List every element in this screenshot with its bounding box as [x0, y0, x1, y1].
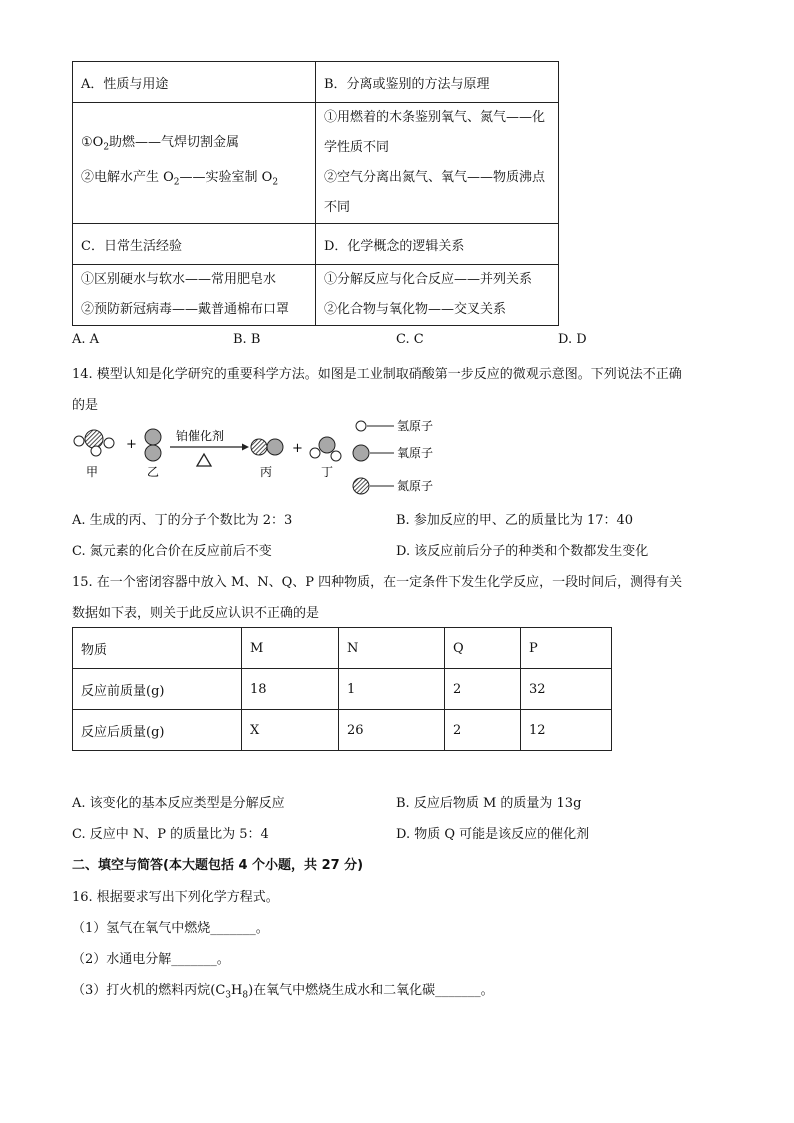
legend-hydrogen [356, 419, 433, 433]
q14-stem-line2: 的是 [72, 398, 99, 413]
cell-c-header: C．日常生活经验 [73, 224, 316, 265]
q13-option-c[interactable]: C. C [396, 332, 424, 347]
table-cell: 12 [521, 710, 612, 751]
q13-table [72, 61, 559, 326]
label-yi: 乙 [147, 465, 160, 479]
label-ding: 丁 [321, 465, 334, 479]
q16-item-3[interactable]: （3）打火机的燃料丙烷$(C_3H_8)$在氧气中燃烧生成水和二氧化碳_______。 [72, 983, 494, 1001]
table-cell: 18 [242, 669, 339, 710]
cell-a-body [73, 103, 316, 224]
legend-nitrogen [353, 478, 433, 494]
cell-c-body [73, 265, 316, 326]
a-line2: ②电解水产生 $O_2——$实验室制 $O_2$ [81, 170, 279, 188]
table-cell: 1 [339, 669, 445, 710]
c-line2: ②预防新冠病毒——戴普通棉布口罩 [81, 302, 290, 317]
table-cell: 26 [339, 710, 445, 751]
reaction-diagram [66, 414, 466, 496]
b-line1: ①用燃着的木条鉴别氧气、氮气——化学性质不同 [324, 110, 546, 155]
cell-b-body [316, 103, 559, 224]
cell-d-body [316, 265, 559, 326]
catalyst-label: 铂催化剂 [176, 429, 225, 443]
table-cell: 反应后质量(g) [73, 710, 242, 751]
table-cell: 物质 [73, 628, 242, 669]
table-header-row [73, 628, 612, 669]
plus-sign-1: + [126, 437, 137, 452]
table-cell: 32 [521, 669, 612, 710]
b-line2: ②空气分离出氮气、氧气——物质沸点不同 [324, 170, 546, 215]
a-line1: $①O_2$助燃——气焊切割金属 [81, 135, 240, 153]
table-cell: X [242, 710, 339, 751]
svg-text:氮原子: 氮原子 [397, 479, 434, 493]
q13-option-d[interactable]: D. D [558, 332, 587, 347]
q15-option-c[interactable]: C. 反应中 N、P 的质量比为 5：4 [72, 827, 269, 842]
d-line2: ②化合物与氧化物——交叉关系 [324, 302, 507, 317]
q14-option-c[interactable]: C. 氮元素的化合价在反应前后不变 [72, 544, 272, 559]
q15-table [72, 627, 612, 751]
legend-oxygen [353, 445, 433, 461]
molecule-bing [251, 439, 283, 455]
q13-option-b[interactable]: B. B [233, 332, 261, 347]
label-bing: 丙 [260, 465, 273, 479]
q15-option-b[interactable]: B. 反应后物质 M 的质量为 13g [396, 796, 582, 811]
q14-stem-line1: 14. 模型认知是化学研究的重要科学方法。如图是工业制取硝酸第一步反应的微观示意图。下列说法不正确 [72, 367, 682, 382]
table-cell: Q [445, 628, 521, 669]
cell-b-header: B．分离或鉴别的方法与原理 [316, 62, 559, 103]
q14-option-b[interactable]: B. 参加反应的甲、乙的质量比为 17：40 [396, 513, 634, 528]
table-row [73, 669, 612, 710]
molecule-yi [145, 429, 161, 461]
molecule-ding [310, 437, 341, 461]
svg-text:氢原子: 氢原子 [397, 419, 434, 433]
table-cell: 2 [445, 710, 521, 751]
table-cell: P [521, 628, 612, 669]
q15-option-d[interactable]: D. 物质 Q 可能是该反应的催化剂 [396, 827, 590, 842]
molecule-jia [74, 430, 114, 456]
table-cell: M [242, 628, 339, 669]
table-cell: N [339, 628, 445, 669]
svg-text:氧原子: 氧原子 [397, 446, 434, 460]
table-cell: 2 [445, 669, 521, 710]
q14-option-a[interactable]: A. 生成的丙、丁的分子个数比为 2：3 [72, 513, 293, 528]
table-row [73, 710, 612, 751]
q14-option-d[interactable]: D. 该反应前后分子的种类和个数都发生变化 [396, 544, 649, 559]
cell-a-header: A．性质与用途 [73, 62, 316, 103]
q15-option-a[interactable]: A. 该变化的基本反应类型是分解反应 [72, 796, 285, 811]
c-line1: ①区别硬水与软水——常用肥皂水 [81, 272, 277, 287]
table-cell: 反应前质量(g) [73, 669, 242, 710]
q15-stem-line1: 15. 在一个密闭容器中放入 M、N、Q、P 四种物质，在一定条件下发生化学反应，一段时间后，测得有关 [72, 575, 683, 590]
label-jia: 甲 [86, 465, 99, 479]
cell-d-header: D．化学概念的逻辑关系 [316, 224, 559, 265]
plus-sign-2: + [292, 441, 303, 456]
section-heading: 二、填空与简答(本大题包括 4 个小题，共 27 分) [72, 858, 364, 873]
heat-triangle-icon [197, 454, 211, 466]
q16-stem: 16. 根据要求写出下列化学方程式。 [72, 890, 279, 905]
q13-option-a[interactable]: A. A [72, 332, 100, 347]
d-line1: ①分解反应与化合反应——并列关系 [324, 272, 533, 287]
q16-item-1[interactable]: （1）氢气在氧气中燃烧_______。 [72, 921, 269, 936]
q16-item-2[interactable]: （2）水通电分解_______。 [72, 952, 230, 967]
q15-stem-line2: 数据如下表，则关于此反应认识不正确的是 [72, 606, 320, 621]
